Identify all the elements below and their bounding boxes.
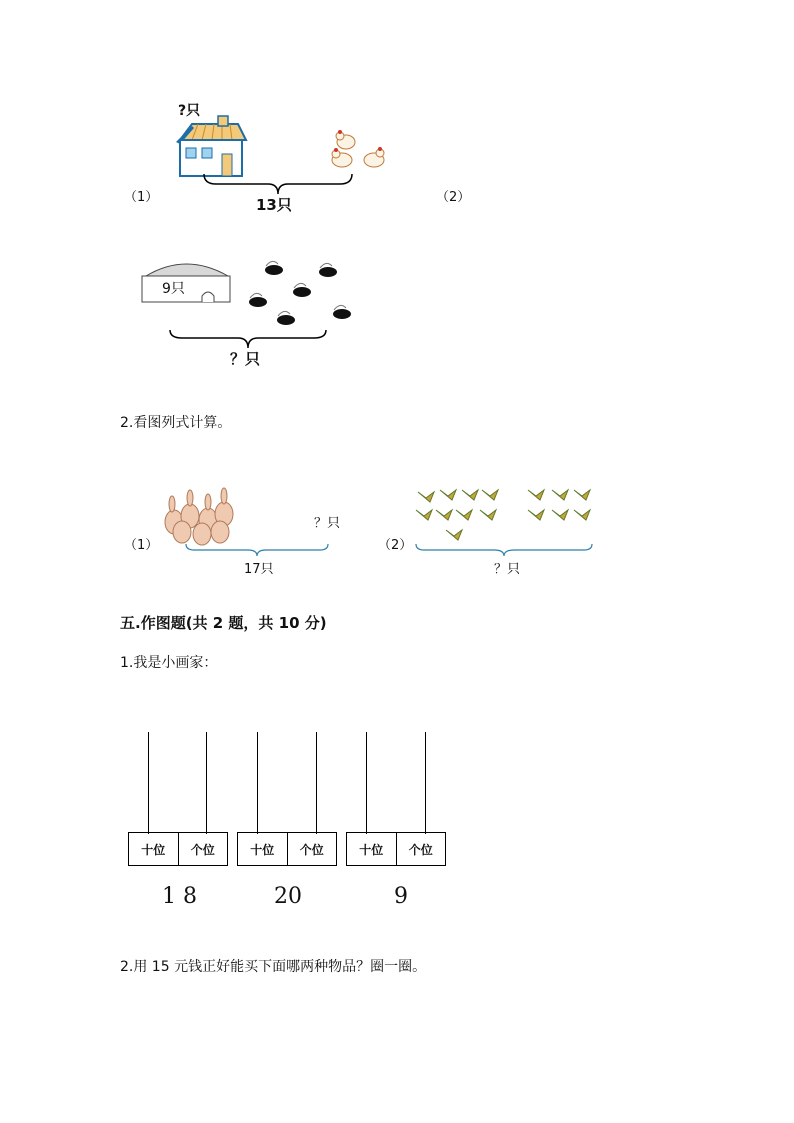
abacus1-ones-rod [206, 732, 207, 834]
abacus3-ones-rod [425, 732, 426, 834]
section5-q2-title: 2.用 15 元钱正好能买下面哪两种物品？圈一圈。 [120, 959, 427, 975]
brace-tent [166, 326, 330, 350]
place-ones-label: 个位 [178, 833, 228, 865]
place-tens-label: 十位 [141, 842, 166, 857]
abacus1-number: 1 8 [162, 884, 197, 909]
sub1-label: （1） [124, 190, 159, 205]
rabbit-question: ？只 [314, 516, 341, 531]
house-total: 13只 [256, 196, 292, 214]
section5-heading: 五.作图题(共 2 题，共 10 分) [120, 614, 327, 632]
insects-illustration [232, 258, 364, 334]
abacus3-tens-rod [366, 732, 367, 834]
chickens-illustration [328, 128, 392, 176]
abacus3-number: 9 [394, 884, 408, 909]
section5-q1-title: 1.我是小画家： [120, 655, 218, 671]
brace-rabbit [184, 542, 330, 558]
abacus1-place-box [128, 832, 228, 866]
tent-illustration [136, 256, 236, 306]
brace-house [200, 170, 356, 196]
q2-sub1-label: （1） [124, 538, 159, 553]
sub2-label: （2） [436, 190, 471, 205]
abacus3-place-box [346, 832, 446, 866]
q2-sub2-label: （2） [378, 538, 413, 553]
abacus2-tens-rod [257, 732, 258, 834]
rabbits-illustration [160, 486, 236, 546]
rabbit-total: 17只 [244, 562, 274, 577]
place-tens-label: 十位 [359, 842, 384, 857]
house-question: ?只 [178, 103, 201, 119]
abacus2-ones-rod [316, 732, 317, 834]
place-ones-label: 个位 [287, 833, 337, 865]
place-tens-label: 十位 [250, 842, 275, 857]
abacus2-number: 20 [274, 884, 302, 909]
place-ones-label: 个位 [396, 833, 446, 865]
brace-bird [414, 542, 594, 558]
bird-total: ？只 [494, 562, 521, 577]
abacus1-tens-rod [148, 732, 149, 834]
tent-question: ？只 [230, 350, 261, 368]
abacus2-place-box [237, 832, 337, 866]
birds-illustration [410, 484, 596, 550]
tent-count: 9只 [162, 281, 185, 297]
q2-title: 2.看图列式计算。 [120, 415, 232, 431]
